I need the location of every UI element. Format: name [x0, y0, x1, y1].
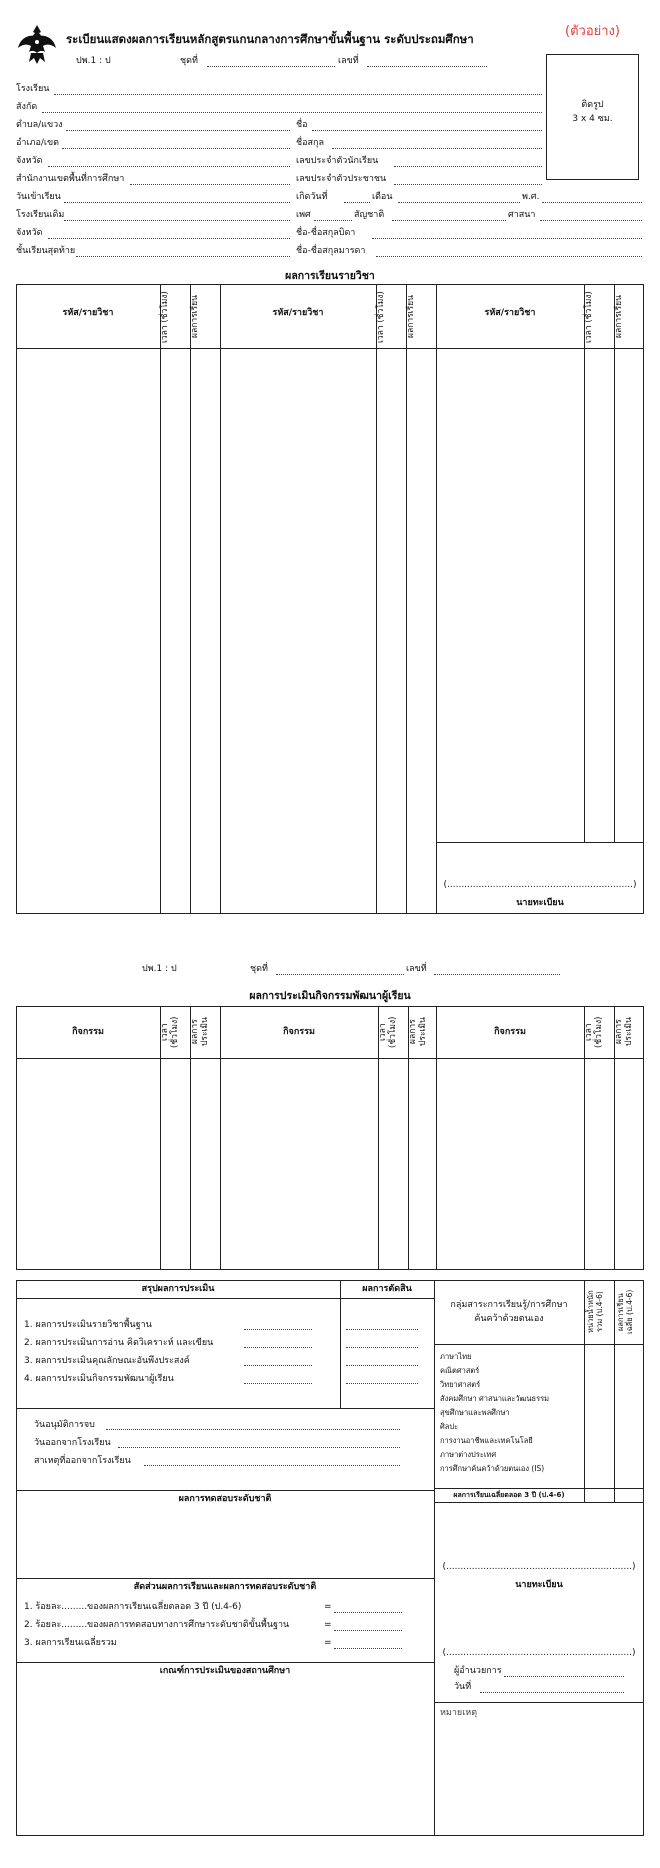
number-label: เลขที่ — [338, 56, 359, 66]
registrar-label: นายทะเบียน — [516, 898, 564, 908]
hours-col-header: เวลา (ชั่วโมง) — [584, 1016, 604, 1048]
hours-col-header: เวลา (ชั่วโมง) — [160, 1016, 180, 1048]
info-mother: ชื่อ-ชื่อสกุลมารดา — [296, 246, 366, 256]
result-col-header: ผลการเรียน — [614, 295, 624, 339]
summary-item-2: 2. ผลการประเมินการอ่าน คิดวิเคราะห์ และเขียน — [24, 1338, 214, 1348]
registrar-signature: (.................................................................) — [443, 880, 637, 890]
group-health: สุขศึกษาและพลศึกษา — [440, 1408, 510, 1417]
group-science: วิทยาศาสตร์ — [440, 1380, 481, 1389]
summary-item-4: 4. ผลการประเมินกิจกรรมพัฒนาผู้เรียน — [24, 1374, 174, 1384]
info-district: อำเภอ/เขต — [16, 138, 59, 148]
group-arts: ศิลปะ — [440, 1422, 459, 1431]
result-col-header: ผลการเรียน — [406, 295, 416, 339]
ratio-item-2: 2. ร้อยละ.........ของผลการทดสอบทางการศึกษาระดับชาติขั้นพื้นฐาน — [24, 1620, 290, 1630]
evaluation-col-header: ผลการประเมิน — [614, 1017, 634, 1047]
director-date: วันที่ — [454, 1682, 472, 1692]
activities-table — [16, 1006, 644, 1270]
leave-reason: สาเหตุที่ออกจากโรงเรียน — [34, 1456, 131, 1466]
summary-item-1: 1. ผลการประเมินรายวิชาพื้นฐาน — [24, 1320, 152, 1330]
section-subject-results-title: ผลการเรียนรายวิชา — [285, 270, 375, 282]
info-prev-school: โรงเรียนเดิม — [16, 210, 65, 220]
garuda-emblem-icon — [16, 22, 58, 66]
info-nationality: สัญชาติ — [354, 210, 385, 220]
info-father: ชื่อ-ชื่อสกุลบิดา — [296, 228, 356, 238]
info-student-id: เลขประจำตัวนักเรียน — [296, 156, 379, 166]
info-religion: ศาสนา — [508, 210, 536, 220]
set-label: ชุดที่ — [180, 56, 198, 66]
group-social: สังคมศึกษา ศาสนาและวัฒนธรรม — [440, 1394, 550, 1403]
subject-col-header: รหัส/รายวิชา — [62, 308, 114, 318]
subject-col-header: รหัส/รายวิชา — [272, 308, 324, 318]
form-code: ปพ.1 : ป — [76, 56, 111, 66]
subject-col-header: รหัส/รายวิชา — [484, 308, 536, 318]
summary-item-3: 3. ผลการประเมินคุณลักษณะอันพึงประสงค์ — [24, 1356, 190, 1366]
group-is: การศึกษาค้นคว้าด้วยตนเอง (IS) — [440, 1464, 545, 1473]
info-subdistrict: ตำบล/แขวง — [16, 120, 63, 130]
activity-col-header: กิจกรรม — [494, 1027, 526, 1037]
ratio-item-3: 3. ผลการเรียนเฉลี่ยรวม — [24, 1638, 117, 1648]
photo-line2: 3 x 4 ซม. — [572, 114, 613, 124]
photo-line1: ติดรูป — [581, 100, 604, 110]
remark-label: หมายเหตุ — [440, 1708, 478, 1718]
form-code: ปพ.1 : ป — [142, 964, 177, 974]
group-average-label: ผลการเรียนเฉลี่ยตลอด 3 ปี (ป.4-6) — [453, 1491, 565, 1499]
info-month: เดือน — [372, 192, 393, 202]
registrar-label: นายทะเบียน — [515, 1580, 563, 1590]
activity-col-header: กิจกรรม — [283, 1027, 315, 1037]
info-enroll-date: วันเข้าเรียน — [16, 192, 61, 202]
decision-title: ผลการตัดสิน — [362, 1284, 412, 1294]
director-signature: (.................................................................) — [442, 1648, 636, 1658]
criteria-title: เกณฑ์การประเมินของสถานศึกษา — [159, 1666, 291, 1676]
result-col-header: ผลการเรียน — [190, 295, 200, 339]
info-area-office: สำนักงานเขตพื้นที่การศึกษา — [16, 174, 125, 184]
group-average-col-header: ผลการเรียน เฉลี่ย (ป.4-6) — [616, 1289, 634, 1335]
ratio-item-1: 1. ร้อยละ.........ของผลการเรียนเฉลี่ยตลอด 3 ปี (ป.4-6) — [24, 1602, 242, 1612]
section-activities-title: ผลการประเมินกิจกรรมพัฒนาผู้เรียน — [249, 990, 411, 1002]
info-birth-date: เกิดวันที่ — [296, 192, 328, 202]
registrar-signature: (.................................................................) — [442, 1562, 636, 1572]
info-last-grade: ชั้นเรียนสุดท้าย — [16, 246, 76, 256]
info-province: จังหวัด — [16, 156, 43, 166]
group-career-tech: การงานอาชีพและเทคโนโลยี — [440, 1436, 533, 1445]
groups-title: กลุ่มสาระการเรียนรู้/การศึกษาค้นคว้าด้วยตนเอง — [450, 1300, 568, 1324]
sample-label: (ตัวอย่าง) — [565, 24, 620, 39]
hours-col-header: เวลา (ชั่วโมง) — [378, 1016, 398, 1048]
info-be-year: พ.ศ. — [522, 192, 540, 202]
page-title: ระเบียนแสดงผลการเรียนหลักสูตรแกนกลางการศึกษาขั้นพื้นฐาน ระดับประถมศึกษา — [66, 32, 474, 46]
info-citizen-id: เลขประจำตัวประชาชน — [296, 174, 387, 184]
info-prev-province: จังหวัด — [16, 228, 43, 238]
number-label: เลขที่ — [406, 964, 427, 974]
group-foreign-lang: ภาษาต่างประเทศ — [440, 1450, 497, 1459]
group-math: คณิตศาสตร์ — [440, 1366, 480, 1375]
evaluation-col-header: ผลการประเมิน — [190, 1017, 210, 1047]
set-label: ชุดที่ — [250, 964, 268, 974]
graduation-date: วันอนุมัติการจบ — [34, 1420, 95, 1430]
evaluation-col-header: ผลการประเมิน — [408, 1017, 428, 1047]
summary-title: สรุปผลการประเมิน — [141, 1284, 215, 1294]
info-affiliation: สังกัด — [16, 102, 38, 112]
subject-results-table — [16, 284, 644, 914]
leave-date: วันออกจากโรงเรียน — [34, 1438, 111, 1448]
director-label: ผู้อำนวยการ — [454, 1666, 502, 1676]
hours-col-header: เวลา (ชั่วโมง) — [584, 291, 594, 343]
info-sex: เพศ — [296, 210, 311, 220]
hours-col-header: เวลา (ชั่วโมง) — [376, 291, 386, 343]
info-name: ชื่อ — [296, 120, 308, 130]
hours-col-header: เวลา (ชั่วโมง) — [160, 291, 170, 343]
info-surname: ชื่อสกุล — [296, 138, 324, 148]
credits-col-header: หน่วยน้ำหนัก รวม (ป.4-6) — [586, 1290, 604, 1334]
info-school: โรงเรียน — [16, 84, 50, 94]
national-test-title: ผลการทดสอบระดับชาติ — [178, 1494, 272, 1504]
ratio-title: สัดส่วนผลการเรียนและผลการทดสอบระดับชาติ — [133, 1582, 317, 1592]
activity-col-header: กิจกรรม — [72, 1027, 104, 1037]
group-thai: ภาษาไทย — [440, 1352, 472, 1361]
